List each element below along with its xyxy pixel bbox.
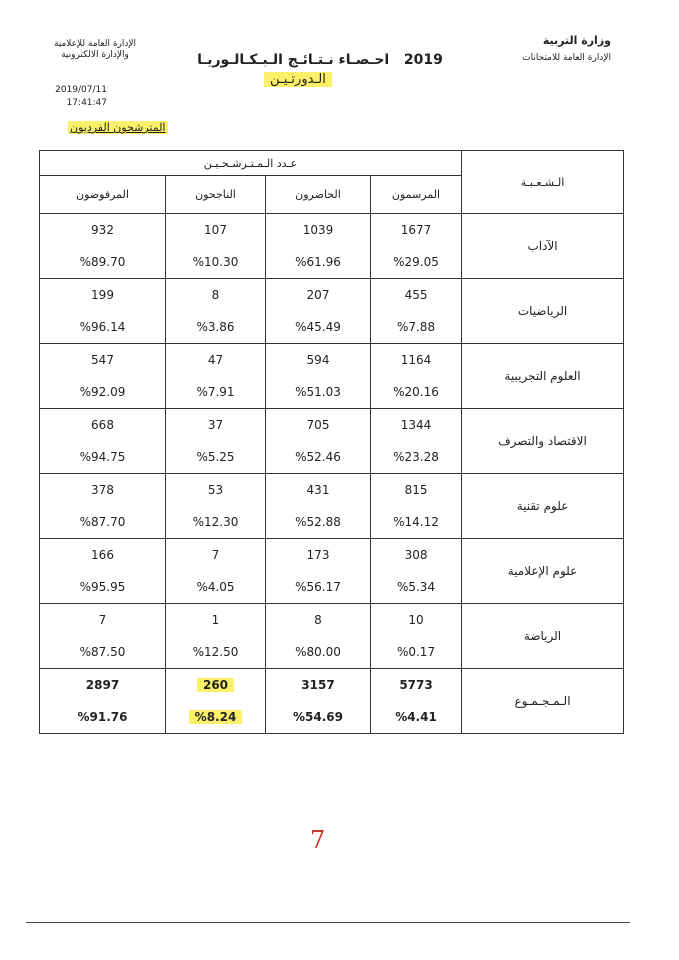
table-row: [40, 474, 624, 539]
passed-percent: %12.50: [192, 645, 239, 659]
total-registered-percent: %4.41: [395, 710, 437, 724]
ministry-header: [522, 34, 611, 63]
specialty-header: الـشـعـبـة: [462, 151, 624, 214]
present-percent: %52.88: [295, 515, 341, 529]
passed-count: 47: [207, 353, 224, 367]
specialty-label: الرياضيات: [462, 279, 624, 344]
registered-count: 815: [404, 483, 428, 497]
present-percent: %80.00: [295, 645, 341, 659]
total-registered-count: 5773: [399, 678, 433, 692]
specialty-label: الرياضة: [462, 604, 624, 669]
page-subtitle: الـدورتـيـن: [264, 72, 332, 87]
registered-percent: %0.17: [396, 645, 436, 659]
registered-percent: %20.16: [393, 385, 439, 399]
print-date: 2019/07/11: [55, 85, 107, 95]
rejected-count: 547: [91, 353, 114, 367]
registered-count: 1344: [400, 418, 432, 432]
present-percent: %56.17: [295, 580, 341, 594]
table-row: [40, 279, 624, 344]
total-rejected-count: 2897: [85, 678, 120, 692]
table-row: [40, 344, 624, 409]
passed-percent: %10.30: [192, 255, 239, 269]
present-count: 207: [306, 288, 330, 302]
rejected-percent: %96.14: [79, 320, 126, 334]
total-present-count: 3157: [301, 678, 335, 692]
rejected-count: 378: [91, 483, 114, 497]
rejected-count: 199: [91, 288, 114, 302]
passed-count: 8: [211, 288, 220, 302]
present-percent: %61.96: [295, 255, 341, 269]
rejected-percent: %92.09: [79, 385, 126, 399]
rejected-percent: %89.70: [79, 255, 126, 269]
print-time: 17:41:47: [66, 98, 107, 108]
present-count: 1039: [302, 223, 334, 237]
registered-count: 1677: [400, 223, 432, 237]
total-rejected-percent: %91.76: [77, 710, 128, 724]
title-text: احـصـاء نـتـائـج الـبـكـالـوريـا: [197, 52, 390, 68]
page-title: [170, 52, 470, 68]
table-row: [40, 539, 624, 604]
it-department-line2: والإدارة الالكترونية: [61, 50, 129, 60]
registered-count: 1164: [400, 353, 432, 367]
table-row: [40, 409, 624, 474]
title-year: 2019: [403, 52, 443, 68]
passed-percent: %5.25: [196, 450, 235, 464]
registered-count: 308: [404, 548, 428, 562]
total-passed-count: 260: [197, 678, 234, 692]
rejected-count: 668: [91, 418, 114, 432]
passed-count: 1: [211, 613, 220, 627]
rejected-count: 932: [91, 223, 114, 237]
present-percent: %51.03: [295, 385, 341, 399]
registered-percent: %7.88: [396, 320, 436, 334]
passed-count: 37: [207, 418, 224, 432]
passed-count: 53: [207, 483, 224, 497]
results-table: [39, 150, 624, 734]
rejected-percent: %95.95: [79, 580, 126, 594]
it-department-header: [40, 39, 150, 61]
registered-percent: %14.12: [393, 515, 439, 529]
registered-count: 10: [408, 613, 424, 627]
total-present-percent: %54.69: [293, 710, 343, 724]
candidates-label: المترشحون الفرديون: [70, 121, 166, 134]
present-percent: %52.46: [295, 450, 341, 464]
registered-percent: %23.28: [393, 450, 439, 464]
present-percent: %45.49: [295, 320, 341, 334]
present-count: 173: [306, 548, 330, 562]
passed-percent: %7.91: [196, 385, 235, 399]
total-row: [40, 669, 624, 734]
present-count: 594: [306, 353, 330, 367]
registered-count: 455: [404, 288, 428, 302]
table-row: [40, 604, 624, 669]
table-row: [40, 214, 624, 279]
specialty-label: الآداب: [462, 214, 624, 279]
print-datetime: [55, 84, 107, 110]
footer-divider: [26, 922, 630, 923]
specialty-label: العلوم التجريبية: [462, 344, 624, 409]
present-count: 431: [306, 483, 330, 497]
ministry-name: وزارة التربية: [542, 34, 611, 47]
handwritten-page-number: 7: [310, 826, 326, 854]
candidates-count-header: عـدد الـمـتـرشـحـيـن: [40, 151, 462, 176]
specialty-label: علوم تقنية: [462, 474, 624, 539]
passed-percent: %4.05: [196, 580, 235, 594]
passed-count: 7: [211, 548, 220, 562]
passed-count: 107: [204, 223, 227, 237]
total-passed-percent: %8.24: [189, 710, 243, 724]
rejected-count: 7: [98, 613, 107, 627]
registered-percent: %29.05: [393, 255, 439, 269]
total-label: الـمـجـمـوع: [462, 669, 624, 734]
specialty-label: الاقتصاد والتصرف: [462, 409, 624, 474]
passed-percent: %12.30: [192, 515, 239, 529]
registered-percent: %5.34: [396, 580, 436, 594]
it-department-line1: الإدارة العامة للإعلامية: [53, 39, 137, 49]
rejected-count: 166: [91, 548, 114, 562]
specialty-label: علوم الإعلامية: [462, 539, 624, 604]
rejected-percent: %87.70: [79, 515, 126, 529]
rejected-header: المرفوضون: [40, 176, 166, 214]
passed-percent: %3.86: [196, 320, 235, 334]
present-count: 8: [314, 613, 322, 627]
rejected-percent: %94.75: [79, 450, 126, 464]
passed-header: الناجحون: [166, 176, 266, 214]
rejected-percent: %87.50: [79, 645, 126, 659]
present-header: الحاضرون: [266, 176, 371, 214]
exams-department: الإدارة العامة للامتحانات: [522, 53, 611, 63]
present-count: 705: [306, 418, 330, 432]
registered-header: المرسمون: [371, 176, 462, 214]
